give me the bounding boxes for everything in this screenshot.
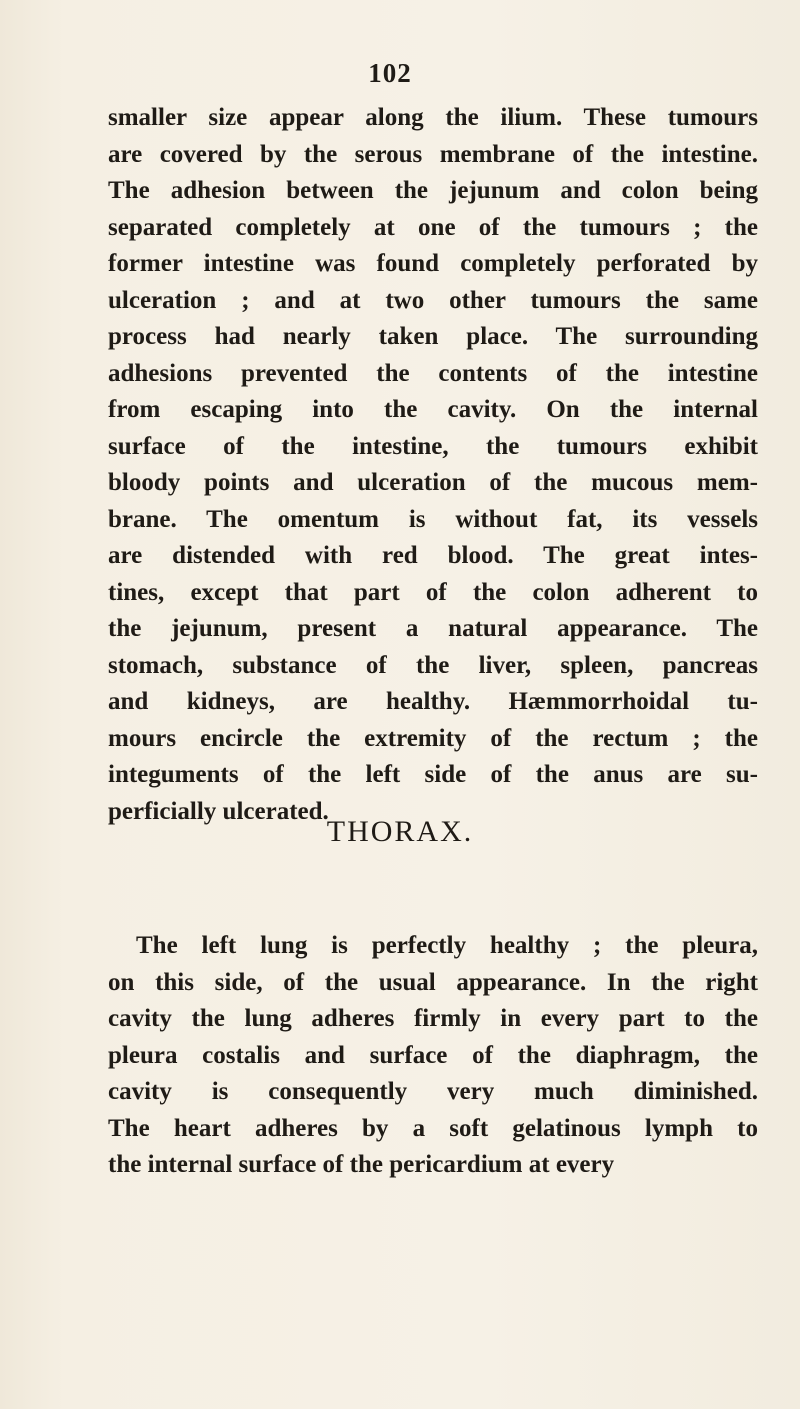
text-line: are covered by the serous membrane of the intestine. (108, 140, 758, 168)
text-line: pleura costalis and surface of the diaphragm, the (108, 1041, 758, 1069)
text-line: The left lung is perfectly healthy ; the pleura, (136, 932, 758, 959)
page-number: 102 (368, 58, 412, 88)
text-line: bloody points and ulceration of the mucous mem- (108, 469, 758, 496)
text-line: and kidneys, are healthy. Hæmmorrhoidal tu- (108, 688, 758, 715)
text-line: perficially ulcerated. (108, 797, 329, 825)
text-line: process had nearly taken place. The surrounding (108, 323, 758, 350)
paragraph-abdomen (108, 100, 758, 830)
text-line: cavity the lung adheres firmly in every part to the (108, 1005, 758, 1032)
text-line: tines, except that part of the colon adherent to (108, 578, 758, 606)
text-line: mours encircle the extremity of the rectum ; the (108, 724, 758, 752)
text-line: ulceration ; and at two other tumours the same (108, 286, 758, 314)
text-line: from escaping into the cavity. On the internal (108, 396, 758, 423)
text-line: cavity is consequently very much diminished. (108, 1078, 758, 1105)
text-line: The heart adheres by a soft gelatinous lymph to (108, 1114, 758, 1142)
text-line: surface of the intestine, the tumours exhibit (108, 432, 758, 460)
text-line: separated completely at one of the tumours ; the (108, 213, 758, 241)
text-line: the jejunum, present a natural appearance. The (108, 615, 758, 642)
text-line: adhesions prevented the contents of the intestine (108, 359, 758, 387)
text-line: smaller size appear along the ilium. These tumours (108, 104, 758, 131)
paragraph-thorax (108, 928, 758, 1184)
text-line: on this side, of the usual appearance. In the right (108, 968, 758, 996)
text-line: the internal surface of the pericardium at every (108, 1151, 615, 1178)
text-line: brane. The omentum is without fat, its vessels (108, 505, 758, 533)
section-heading: THORAX. (326, 815, 474, 848)
text-line: The adhesion between the jejunum and colon being (108, 177, 758, 204)
text-line: integuments of the left side of the anus are su- (108, 761, 758, 788)
text-line: are distended with red blood. The great intes- (108, 542, 758, 569)
text-line: stomach, substance of the liver, spleen, pancreas (108, 651, 758, 679)
text-line: former intestine was found completely perforated by (108, 250, 758, 277)
